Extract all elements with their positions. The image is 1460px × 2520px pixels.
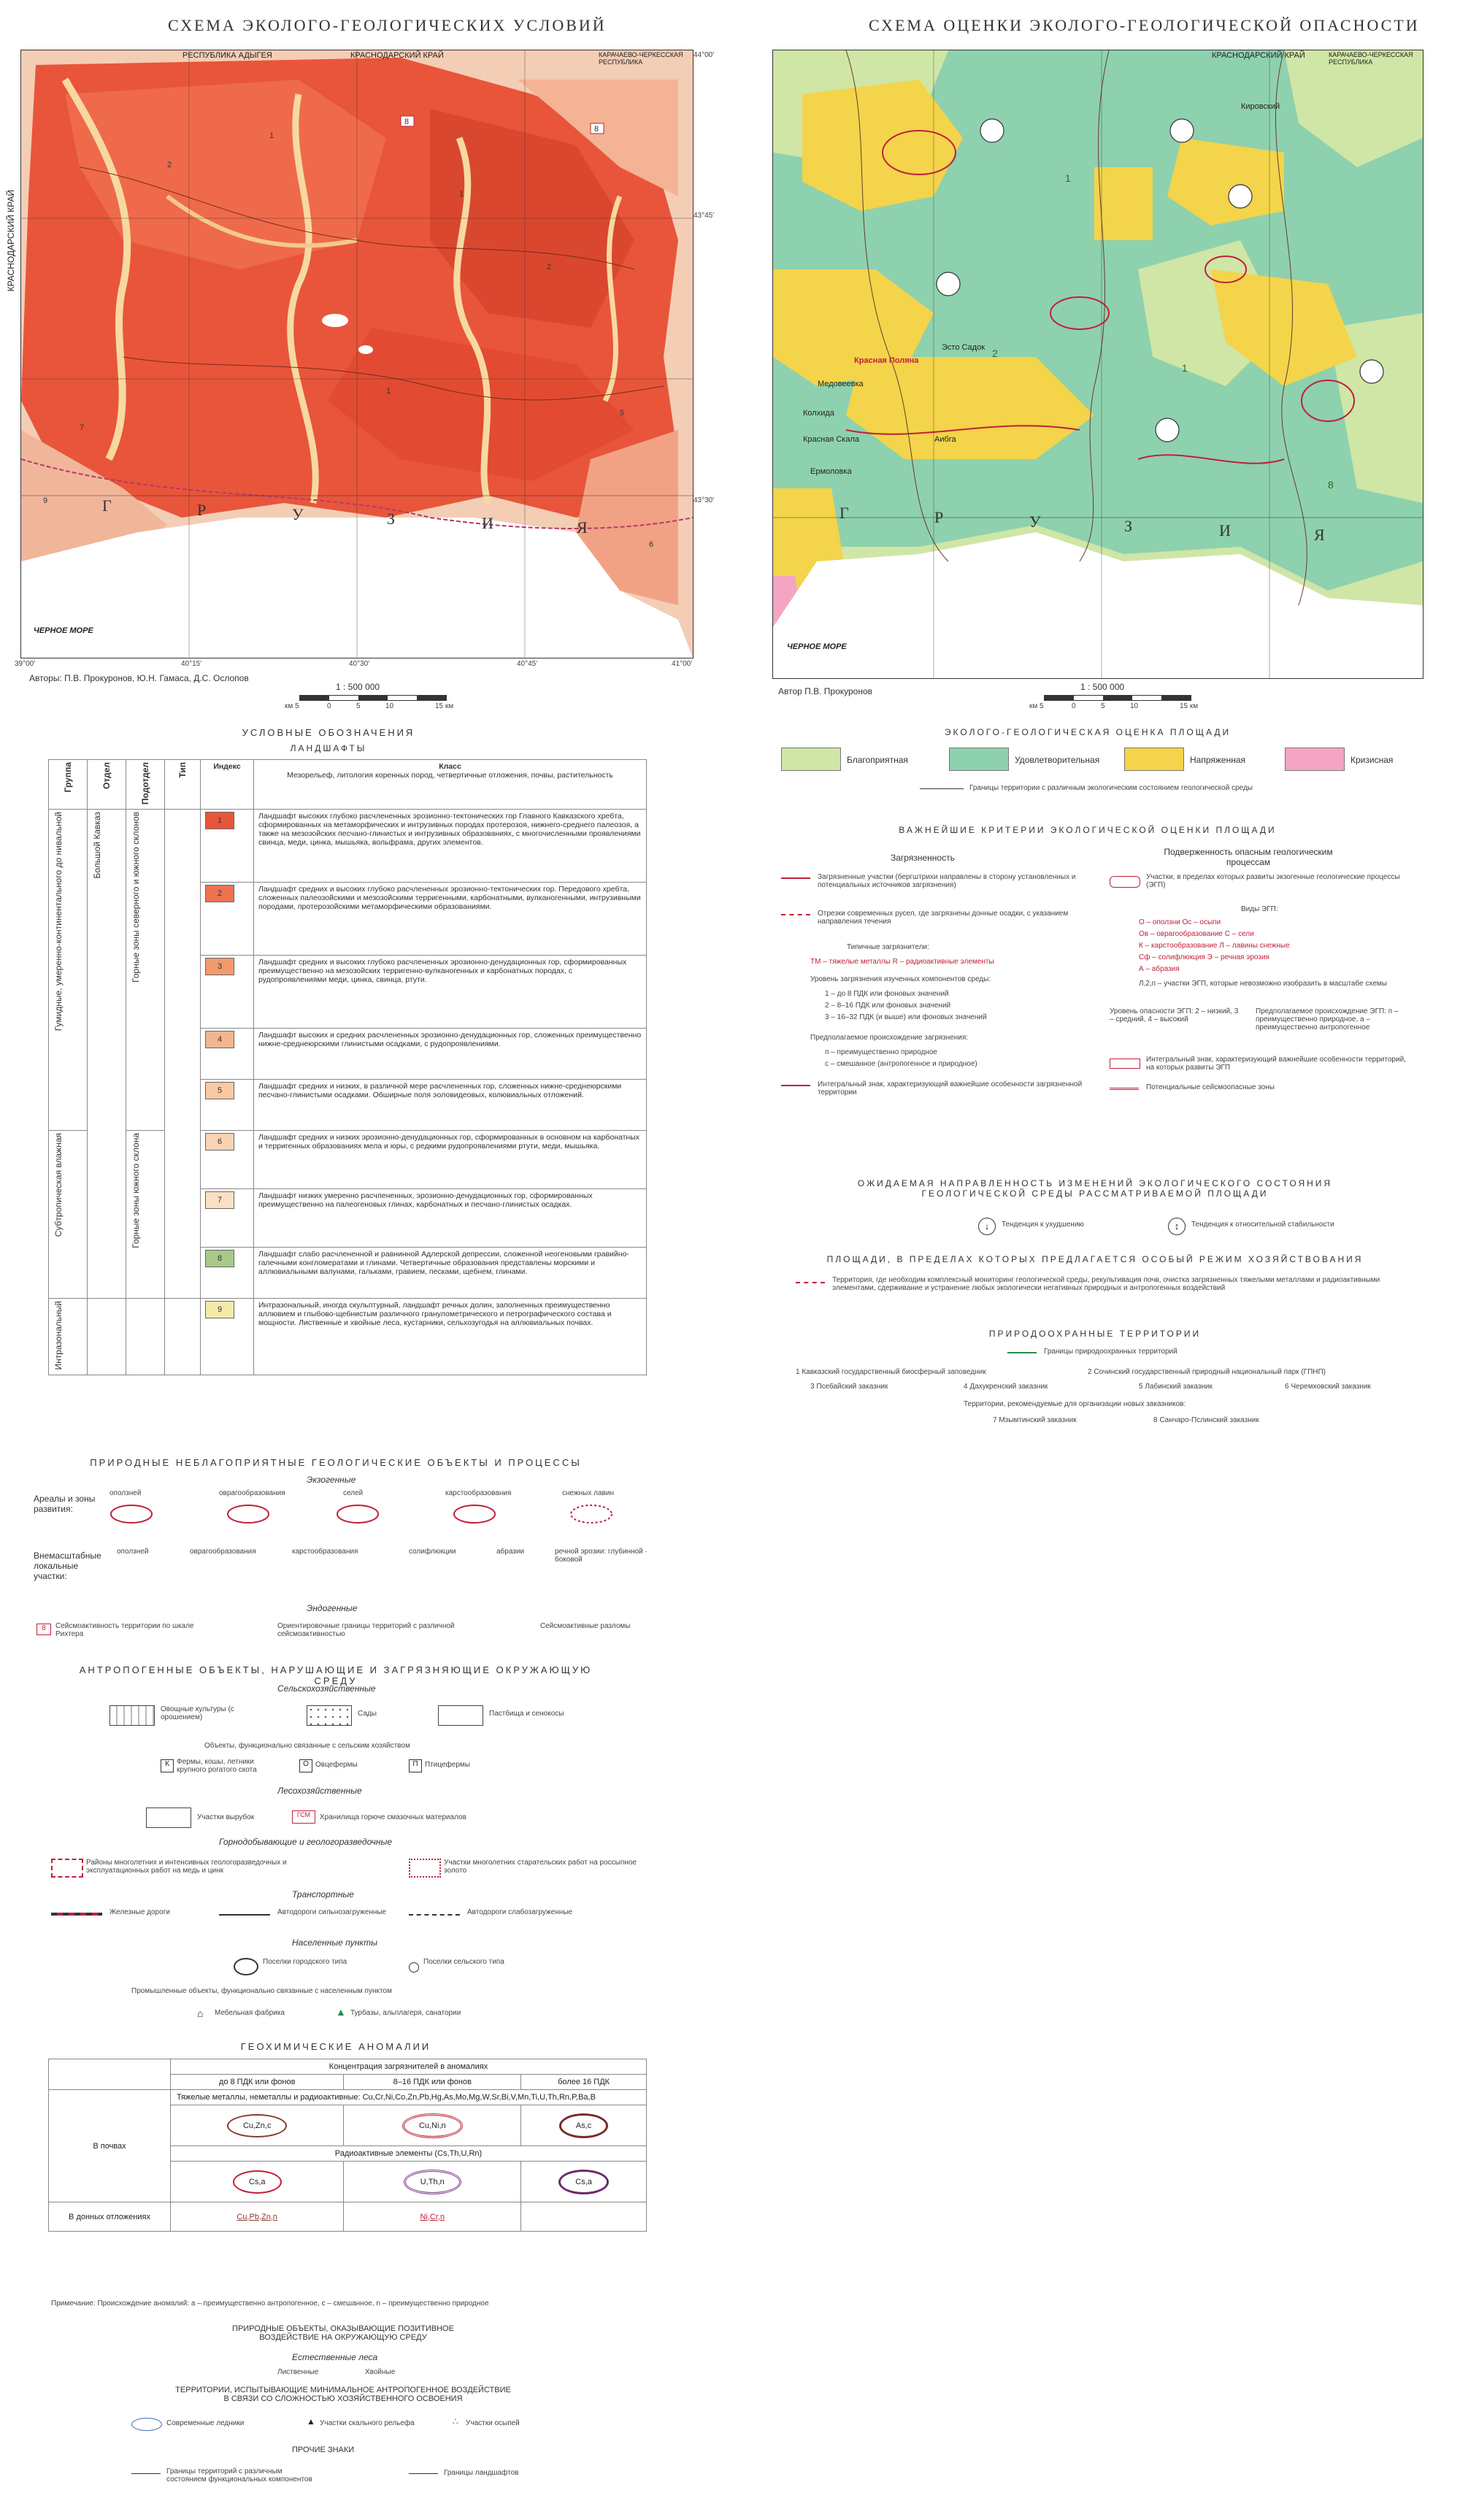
integral-sym (781, 1085, 810, 1096)
left-map-lat-1: 44°00' (694, 51, 715, 59)
exposure-item: Ов – оврагообразование С – сели (1139, 930, 1254, 938)
left-map-frame[interactable] (20, 50, 694, 658)
settle-item: Поселки городского типа (263, 1958, 347, 1966)
left-map-top-label-3: КАРАЧАЕВО-ЧЕРКЕССКАЯ РЕСПУБЛИКА (599, 51, 683, 66)
sea-letter: И (482, 514, 493, 532)
agri-sw-2 (307, 1705, 352, 1726)
eval-header: ЭКОЛОГО-ГЕОЛОГИЧЕСКАЯ ОЦЕНКА ПЛОЩАДИ (944, 727, 1232, 737)
pollution-line-sym (781, 877, 810, 879)
anom-cell: Ni,Cr,n (344, 2202, 521, 2232)
cut-sw (146, 1808, 191, 1828)
mining-sw-1 (51, 1859, 83, 1878)
protected-boundary-sym (1007, 1352, 1037, 1353)
left-scale-tick: 0 (327, 702, 331, 710)
exposure-item: А – абразия (1139, 965, 1180, 973)
place-label: Медовеевка (818, 380, 864, 388)
geochem-note: Примечание: Происхождение аномалий: а – преимущественно антропогенное, с – смешанное, n – преимущественно природное (51, 2300, 489, 2308)
pollution-list (781, 873, 1102, 1209)
index-cell: 3 (201, 956, 254, 1029)
sea-letter: З (1124, 517, 1133, 535)
row-text: Ландшафт низких умеренно расчлененных, эрозионно-денудационных гор, сформированных преимущественно на палеогеновых глинах, карбонатных и песчано-глинистых осадках. (254, 1189, 647, 1248)
agri-sw-3 (438, 1705, 483, 1726)
local-item: солифлюкции (409, 1548, 456, 1556)
trend-item: Тенденция к относительной стабильности (1191, 1221, 1334, 1229)
reserve-item: 5 Лабинский заказник (1139, 1383, 1213, 1391)
town-icon (234, 1958, 258, 1975)
index-cell: 4 (201, 1029, 254, 1080)
eval-class-label: Кризисная (1350, 755, 1394, 765)
endo-item: Сейсмоактивные разломы (540, 1622, 631, 1630)
trend-header: ОЖИДАЕМАЯ НАПРАВЛЕННОСТЬ ИЗМЕНЕНИЙ ЭКОЛОГИЧЕСКОГО СОСТОЯНИЯ ГЕОЛОГИЧЕСКОЙ СРЕДЫ РАССМАТРИВАЕМОЙ ПЛОЩАДИ (857, 1178, 1333, 1199)
row-text: Ландшафт средних и высоких глубоко расчлененных эрозионно-тектонических гор. Передового хребта, сложенных палеозойскими и мезозойскими терригенными, карбонатными, вулканогенными, интрузивными породами, протерозойскими метаморфическими образованиями. (254, 883, 647, 956)
village-icon (409, 1962, 419, 1972)
regime-header: ПЛОЩАДИ, В ПРЕДЕЛАХ КОТОРЫХ ПРЕДЛАГАЕТСЯ ОСОБЫЙ РЕЖИМ ХОЗЯЙСТВОВАНИЯ (826, 1254, 1364, 1264)
exposure-item: Л,2,п – участки ЭГП, которые невозможно изобразить в масштабе схемы (1139, 980, 1387, 988)
geochem-header: ГЕОХИМИЧЕСКИЕ АНОМАЛИИ (240, 2041, 431, 2052)
eval-class-1[interactable] (781, 748, 841, 771)
mining-label: Горнодобывающие и геологоразведочные (219, 1837, 393, 1847)
exposure-label: Подверженность опасным геологическим процессам (1164, 847, 1333, 867)
sheep-icon: О (299, 1759, 312, 1772)
radio-label: Радиоактивные элементы (Cs,Th,U,Rn) (171, 2146, 647, 2162)
local-item: карстообразования (292, 1548, 358, 1556)
transport-item: Железные дороги (110, 1908, 170, 1916)
left-map-corner-right: 41°00' (672, 660, 693, 668)
left-map-svg (21, 50, 693, 658)
integral-exo-sym (1110, 1059, 1140, 1069)
geochem-table (48, 2059, 647, 2232)
right-map-scale-bar (1044, 695, 1191, 701)
geochem-conc: Концентрация загрязнителей в аномалиях (171, 2059, 647, 2075)
svg-text:1: 1 (269, 131, 274, 140)
left-map-scale-bar (299, 695, 447, 701)
local-item: речной эрозии: глубинной · боковой (555, 1548, 648, 1564)
trend-item: Тенденция к ухудшению (1002, 1221, 1084, 1229)
exposure-sym (1110, 876, 1140, 888)
exposure-item: О – оползни Ос – осыпи (1139, 918, 1221, 926)
index-cell: 8 (201, 1248, 254, 1299)
transport-label: Транспортные (292, 1889, 354, 1899)
mining-item: Участки многолетних старательских работ на россыпное золото (444, 1859, 637, 1875)
place-label: Эсто Садок (942, 343, 986, 352)
regime-text: Территория, где необходим комплексный мониторинг геологической среды, рекультивация почв, очистка загрязненных тяжелыми металлами и радиоактивными элементами, сдерживание и устранение любых экологически негативных природных и антропогенных воздействий (832, 1276, 1380, 1292)
left-scale-tick: км 5 (285, 702, 299, 710)
svg-text:8: 8 (404, 118, 410, 126)
svg-text:1: 1 (386, 387, 391, 396)
pollution-item: Уровень загрязнения изученных компонентов среды: (810, 975, 991, 983)
place-label: Кировский (1241, 102, 1280, 111)
type-cell (165, 1299, 201, 1375)
minimal-item: Участки скального рельефа (320, 2419, 415, 2427)
pollution-item: Отрезки современных русел, где загрязнены донные осадки, с указанием направления течения (818, 910, 1069, 926)
sea-letter: Г (840, 504, 849, 522)
svg-text:1: 1 (459, 190, 464, 199)
agri-obj-item: Фермы, кошы, летники крупного рогатого скота (177, 1758, 257, 1774)
row-text: Ландшафт средних и высоких глубоко расчлененных эрозионно-денудационных гор, сформированных преимущественно на мезозойских терригенно-вулканогенных и карбонатных породах, с рудопроявлениями меди, цинка, свинца, ртути. (254, 956, 647, 1029)
poultry-icon: П (409, 1759, 422, 1772)
sea-letter: Р (197, 501, 207, 519)
place-label: Красная Скала (803, 435, 859, 444)
left-scale-tick: 10 (385, 702, 394, 710)
minimal-item: Участки осыпей (466, 2419, 520, 2427)
forest-item: Участки вырубок (197, 1813, 255, 1821)
eval-class-label: Благоприятная (847, 755, 908, 765)
index-cell: 5 (201, 1080, 254, 1131)
right-map-top-label-2: КАРАЧАЕВО-ЧЕРКЕССКАЯ РЕСПУБЛИКА (1329, 51, 1413, 66)
right-map-top-label-1: КРАСНОДАРСКИЙ КРАЙ (1212, 51, 1305, 60)
new-reserve: 7 Мзымтинский заказник (993, 1416, 1077, 1424)
scree-icon: ∴ (453, 2416, 458, 2427)
exposure-item: Интегральный знак, характеризующий важнейшие особенности территорий, на которых развиты ЭГП (1146, 1056, 1406, 1072)
left-map-lon-3: 40°45' (517, 660, 538, 668)
geochem-col: 8–16 ПДК или фонов (344, 2075, 521, 2090)
dept-cell (88, 1299, 126, 1375)
exposure-item: Уровень опасности ЭГП: 2 – низкий, 3 – средний, 4 – высокий (1110, 1007, 1239, 1023)
reserve-item: 1 Кавказский государственный биосферный заповедник (796, 1368, 986, 1376)
agri-item: Сады (358, 1710, 377, 1718)
industry-item: Турбазы, альплагеря, санатории (350, 2009, 461, 2017)
local-label: Внемасштабные локальные участки: (34, 1551, 101, 1581)
areal-symbols (110, 1499, 650, 1529)
fuel-icon: ГСМ (292, 1810, 315, 1824)
pollution-item: Предполагаемое происхождение загрязнения: (810, 1034, 969, 1042)
transport-item: Автодороги сильнозагруженные (277, 1908, 387, 1916)
anom-cell: Cu,Zn,c (171, 2105, 344, 2146)
exposure-item: Потенциальные сейсмоопасные зоны (1146, 1083, 1275, 1091)
geochem-col: до 8 ПДК или фонов (171, 2075, 344, 2090)
pollution-item: п – преимущественно природное (825, 1048, 937, 1056)
pollution-item: Загрязненные участки (бергштрихи направлены в сторону установленных и потенциальных источников загрязнения) (818, 873, 1076, 889)
geochem-corner (49, 2059, 171, 2090)
eval-class-3[interactable] (1124, 748, 1184, 771)
left-map-sea-label: ЧЕРНОЕ МОРЕ (34, 626, 93, 635)
exposure-item: К – карстообразование Л – лавины снежные (1139, 942, 1290, 950)
exposure-item: Участки, в пределах которых развиты экзогенные геологические процессы (ЭГП) (1146, 873, 1400, 889)
left-map-lon-2: 40°30' (349, 660, 370, 668)
areals-label: Ареалы и зоны развития: (34, 1494, 96, 1514)
right-map-sea-letters (840, 504, 1350, 562)
pollution-item: Типичные загрязнители: (847, 943, 929, 951)
local-item: оврагообразования (190, 1548, 256, 1556)
right-scale-tick: 15 км (1180, 702, 1199, 710)
settle-label: Населенные пункты (292, 1937, 377, 1948)
left-map-scale: 1 : 500 000 (336, 682, 380, 692)
svg-text:5: 5 (620, 409, 625, 418)
subdept-cell: Горные зоны северного и южного склонов (126, 810, 165, 1131)
local-row (117, 1548, 657, 1591)
svg-text:9: 9 (43, 496, 48, 505)
farm-icon: К (161, 1759, 174, 1772)
areals-row (110, 1489, 650, 1533)
local-item: оползней (117, 1548, 149, 1556)
right-scale-tick: км 5 (1029, 702, 1044, 710)
other-item: Границы территорий с различным состоянием функциональных компонентов (166, 2467, 312, 2483)
trend-worse-icon: ↓ (978, 1218, 996, 1235)
exposure-item: Сф – солифлюкция Э – речная эрозия (1139, 953, 1269, 961)
eval-boundary: Границы территории с различным экологическим состоянием геологической среды (969, 784, 1253, 792)
mining-sw-2 (409, 1859, 441, 1878)
criteria-header: ВАЖНЕЙШИЕ КРИТЕРИИ ЭКОЛОГИЧЕСКОЙ ОЦЕНКИ ПЛОЩАДИ (899, 825, 1277, 835)
settle-item: Поселки сельского типа (423, 1958, 504, 1966)
group-cell: Гумидные, умеренно-континентального до нивальной (49, 810, 88, 1131)
place-label: Аибга (934, 435, 956, 444)
subdept-cell: Горные зоны южного склона (126, 1131, 165, 1299)
type-cell (165, 810, 201, 1299)
svg-text:1: 1 (1065, 172, 1071, 184)
sea-letter: З (387, 510, 396, 528)
exposure-list (1110, 873, 1416, 1209)
pollution-line-sym (781, 914, 810, 915)
seismic-zone-sym (1110, 1088, 1139, 1090)
areal-label: селей (343, 1489, 364, 1497)
other-header: ПРОЧИЕ ЗНАКИ (292, 2446, 355, 2454)
right-map-scale: 1 : 500 000 (1080, 682, 1125, 692)
agri-item: Пастбища и сенокосы (489, 1710, 564, 1718)
regime-sym (796, 1282, 825, 1283)
factory-icon: ⌂ (197, 2008, 204, 2019)
row-text: Ландшафт средних и низких эрозионно-денудационных гор, сформированных в основном на карбонатных и терригенных образованиях мела и юры, с редкими рудопроявлениями ртути, меди, мышьяка. (254, 1131, 647, 1189)
svg-text:2: 2 (992, 347, 998, 359)
col-group: Группа (49, 760, 88, 810)
boundary-line (131, 2473, 161, 2474)
right-map-authors: Автор П.В. Прокуронов (778, 686, 873, 696)
pollution-item: ТМ – тяжелые металлы R – радиоактивные элементы (810, 958, 994, 966)
svg-text:7: 7 (80, 423, 85, 432)
pollution-label: Загрязненность (891, 853, 955, 863)
trend-stable-icon: ↕ (1168, 1218, 1186, 1235)
areal-label: оползней (110, 1489, 142, 1497)
glacier-sw (131, 2418, 162, 2431)
pollution-item: с – смешанное (антропогенное и природное) (825, 1060, 977, 1068)
reserve-item: 3 Псебайский заказник (810, 1383, 888, 1391)
sea-letter: Я (1314, 526, 1325, 544)
left-map-corner-left: 39°00' (15, 660, 36, 668)
pollution-item: 1 – до 8 ПДК или фоновых значений (825, 990, 949, 998)
col-index: Индекс (201, 760, 254, 810)
legend-subheader: ЛАНДШАФТЫ (290, 743, 367, 753)
endo-label: Эндогенные (307, 1603, 358, 1613)
other-item: Границы ландшафтов (444, 2469, 519, 2477)
left-map-title: СХЕМА ЭКОЛОГО-ГЕОЛОГИЧЕСКИХ УСЛОВИЙ (168, 16, 607, 34)
forest-label: Лесохозяйственные (277, 1786, 362, 1796)
geo-header: ПРИРОДНЫЕ НЕБЛАГОПРИЯТНЫЕ ГЕОЛОГИЧЕСКИЕ ОБЪЕКТЫ И ПРОЦЕССЫ (90, 1457, 582, 1468)
svg-text:1: 1 (1182, 362, 1188, 374)
right-map-title: СХЕМА ОЦЕНКИ ЭКОЛОГО-ГЕОЛОГИЧЕСКОЙ ОПАСНОСТИ (869, 16, 1420, 34)
reserve-item: 6 Черемховский заказник (1285, 1383, 1371, 1391)
anom-cell: Cu,Pb,Zn,n (171, 2202, 344, 2232)
right-scale-tick: 10 (1130, 702, 1139, 710)
left-map-side-label: КРАСНОДАРСКИЙ КРАЙ (6, 190, 16, 292)
anom-cell: As,c (521, 2105, 647, 2146)
anom-cell: Cu,Ni,n (344, 2105, 521, 2146)
left-map-top-label-2: КРАСНОДАРСКИЙ КРАЙ (350, 51, 444, 60)
heavy-label: Тяжелые металлы, неметаллы и радиоактивные: Cu,Cr,Ni,Co,Zn,Pb,Hg,As,Mo,Mg,W,Sr,Bi,V,Mn,Ti,U,Th,Rn,P,Ba,B (171, 2090, 647, 2105)
geochem-col: более 16 ПДК (521, 2075, 647, 2090)
areal-label: карстообразования (445, 1489, 512, 1497)
index-cell: 6 (201, 1131, 254, 1189)
svg-text:2: 2 (167, 161, 172, 169)
index-cell: 7 (201, 1189, 254, 1248)
forest-type: Хвойные (365, 2368, 396, 2376)
svg-text:8: 8 (1328, 479, 1334, 491)
sea-letter: У (1029, 512, 1041, 531)
industry-label: Промышленные объекты, функционально связанные с населенным пунктом (131, 1987, 392, 1995)
row-text: Ландшафт высоких и средних расчлененных эрозионно-денудационных гор, сложенных преимущественно нижне-среднеюрскими глинистыми осадками, с рудопроявлениями. (254, 1029, 647, 1080)
protected-boundary: Границы природоохранных территорий (1044, 1348, 1177, 1356)
class-title: Класс (439, 762, 461, 771)
transport-item: Автодороги слабозагруженные (467, 1908, 573, 1916)
rock-icon: ▲ (307, 2416, 315, 2427)
local-item: абразии (496, 1548, 525, 1556)
right-scale-tick: 0 (1072, 702, 1076, 710)
place-label: Колхида (803, 409, 834, 418)
anom-cell: Cs,a (521, 2162, 647, 2202)
sea-letter: Г (102, 496, 112, 515)
reserve-item: 2 Сочинский государственный природный национальный парк (ГПНП) (1088, 1368, 1326, 1376)
landscape-line (409, 2473, 438, 2474)
index-cell: 2 (201, 883, 254, 956)
pollution-item: 3 – 16–32 ПДК (и выше) или фоновых значений (825, 1013, 987, 1021)
positive-header: ПРИРОДНЫЕ ОБЪЕКТЫ, ОКАЗЫВАЮЩИЕ ПОЗИТИВНОЕ ВОЗДЕЙСТВИЕ НА ОКРУЖАЮЩУЮ СРЕДУ (232, 2324, 454, 2342)
left-map-top-label-1: РЕСПУБЛИКА АДЫГЕЯ (182, 51, 272, 60)
sea-letter: У (292, 505, 304, 523)
areal-label: снежных лавин (562, 1489, 614, 1497)
seismic-box: 8 (36, 1624, 51, 1635)
recommended-label: Территории, рекомендуемые для организации новых заказников: (964, 1400, 1186, 1408)
row-text: Ландшафт средних и низких, в различной мере расчлененных гор, сложенных нижне-среднеюрскими песчано-глинистыми осадками. Обширные поля эоловидеовых, колювиальных отложений. (254, 1080, 647, 1131)
pollution-item: 2 – 8–16 ПДК или фоновых значений (825, 1002, 951, 1010)
anom-cell (521, 2202, 647, 2232)
road-strong (219, 1914, 270, 1916)
protected-header: ПРИРОДООХРАННЫЕ ТЕРРИТОРИИ (988, 1329, 1202, 1339)
sea-letter: Я (577, 518, 588, 537)
agri-label: Сельскохозяйственные (277, 1683, 376, 1694)
col-subdept: Подотдел (126, 760, 165, 810)
agri-obj-item: Птицефермы (425, 1761, 470, 1769)
place-label: Красная Поляна (854, 356, 919, 365)
index-cell: 9 (201, 1299, 254, 1375)
left-map-lat-2: 43°45' (694, 212, 715, 220)
col-type: Тип (165, 760, 201, 810)
dept-cell: Большой Кавказ (88, 810, 126, 1299)
left-scale-tick: 15 км (435, 702, 454, 710)
row-text: Интразональный, иногда скульптурный, ландшафт речных долин, заполненных преимущественно аллювием и глыбово-щебнистым различного гранулометрического и петрографического состава и мощности. Лиственные и хвойные леса, кустарники, сельхозугодья на аллювиальных почвах. (254, 1299, 647, 1375)
reserve-item: 4 Дахукренский заказник (964, 1383, 1048, 1391)
sea-letter: Р (934, 508, 944, 526)
agri-obj-label: Объекты, функционально связанные с сельским хозяйством (204, 1742, 410, 1750)
forest-item: Хранилища горюче смазочных материалов (320, 1813, 466, 1821)
group-cell: Интразональный (49, 1299, 88, 1375)
svg-text:6: 6 (649, 540, 654, 549)
sea-letter: И (1219, 521, 1231, 539)
left-map-authors: Авторы: П.В. Прокуронов, Ю.Н. Гамаса, Д.С. Ослопов (29, 673, 249, 683)
anom-cell: Cs,a (171, 2162, 344, 2202)
landscape-table (48, 759, 647, 1375)
group-cell: Субтропическая влажная (49, 1131, 88, 1299)
agri-obj-item: Овцефермы (315, 1761, 358, 1769)
exposure-item: Предполагаемое происхождение ЭГП: п – преимущественно природное, а – преимущественно антропогенное (1256, 1007, 1399, 1032)
subdept-cell (126, 1299, 165, 1375)
bottom-label: В донных отложениях (49, 2202, 171, 2232)
exo-label: Экзогенные (307, 1475, 356, 1485)
mining-item: Районы многолетних и интенсивных геологоразведочных и эксплуатационных работ на медь и цинк (86, 1859, 287, 1875)
place-label: Ермоловка (810, 467, 852, 476)
right-map-sea-label: ЧЕРНОЕ МОРЕ (787, 642, 847, 651)
camp-icon: ▲ (336, 2006, 346, 2018)
legend-header: УСЛОВНЫЕ ОБОЗНАЧЕНИЯ (242, 727, 415, 738)
road-weak (409, 1914, 460, 1916)
endo-item: Ориентировочные границы территорий с различной сейсмоактивностью (277, 1622, 455, 1638)
soil-label: В почвах (49, 2090, 171, 2202)
pollution-item: Интегральный знак, характеризующий важнейшие особенности загрязненной территории (818, 1080, 1083, 1096)
left-map-lat-3: 43°30' (694, 496, 715, 504)
anom-cell: U,Th,n (344, 2162, 521, 2202)
svg-text:2: 2 (547, 263, 552, 272)
forest-type: Лиственные (277, 2368, 319, 2376)
index-cell: 1 (201, 810, 254, 883)
endo-item: Сейсмоактивность территории по шкале Рихтера (55, 1622, 194, 1638)
agri-sw-1 (110, 1705, 155, 1726)
exposure-item: Виды ЭГП: (1241, 905, 1278, 913)
minimal-header: ТЕРРИТОРИИ, ИСПЫТЫВАЮЩИЕ МИНИМАЛЬНОЕ АНТРОПОГЕННОЕ ВОЗДЕЙСТВИЕ В СВЯЗИ СО СЛОЖНОСТЬЮ ХОЗЯЙСТВЕННОГО ОСВОЕНИЯ (175, 2386, 511, 2403)
row-text: Ландшафт слабо расчлененной и равнинной Адлерской депрессии, сложенной неогеновыми гравийно-галечными конгломератами и глинами. Четвертичные образования представлены морскими и аллювиальными валунами, гальками, гравием, песками, щебнем, глинами. (254, 1248, 647, 1299)
row-text: Ландшафт высоких глубоко расчлененных эрозионно-тектонических гор Главного Кавказского хребта, сформированных на метаморфических и интрузивных породах протерозоя, нижнего-среднего палеозоя, а также на мезозойских песчано-глинистых и интрузивных образованиях, с многочисленными проявлениями свинца, меди, цинка, мышьяка, вольфрама, других элементов. (254, 810, 647, 883)
eval-class-label: Удовлетворительная (1015, 755, 1100, 765)
areal-label: оврагообразования (219, 1489, 285, 1497)
eval-boundary-line (920, 788, 964, 789)
natural-forests: Естественные леса (292, 2352, 378, 2362)
svg-text:8: 8 (594, 125, 599, 134)
industry-item: Мебельная фабрика (215, 2009, 285, 2017)
class-desc: Мезорельеф, литология коренных пород, четвертичные отложения, почвы, растительность (287, 771, 613, 780)
agri-item: Овощные культуры (с орошением) (161, 1705, 234, 1721)
left-map-lon-1: 40°15' (181, 660, 202, 668)
col-class (254, 760, 647, 810)
left-scale-tick: 5 (356, 702, 361, 710)
railway-line (51, 1913, 102, 1916)
eval-class-2[interactable] (949, 748, 1009, 771)
col-dept: Отдел (88, 760, 126, 810)
left-map-sea-letters (102, 496, 613, 555)
right-scale-tick: 5 (1101, 702, 1105, 710)
new-reserve: 8 Санчаро-Пслинский заказник (1153, 1416, 1259, 1424)
eval-class-4[interactable] (1285, 748, 1345, 771)
minimal-item: Современные ледники (166, 2419, 245, 2427)
anthro-header: АНТРОПОГЕННЫЕ ОБЪЕКТЫ, НАРУШАЮЩИЕ И ЗАГРЯЗНЯЮЩИЕ ОКРУЖАЮЩУЮ СРЕДУ (79, 1664, 593, 1686)
eval-class-label: Напряженная (1190, 755, 1246, 765)
